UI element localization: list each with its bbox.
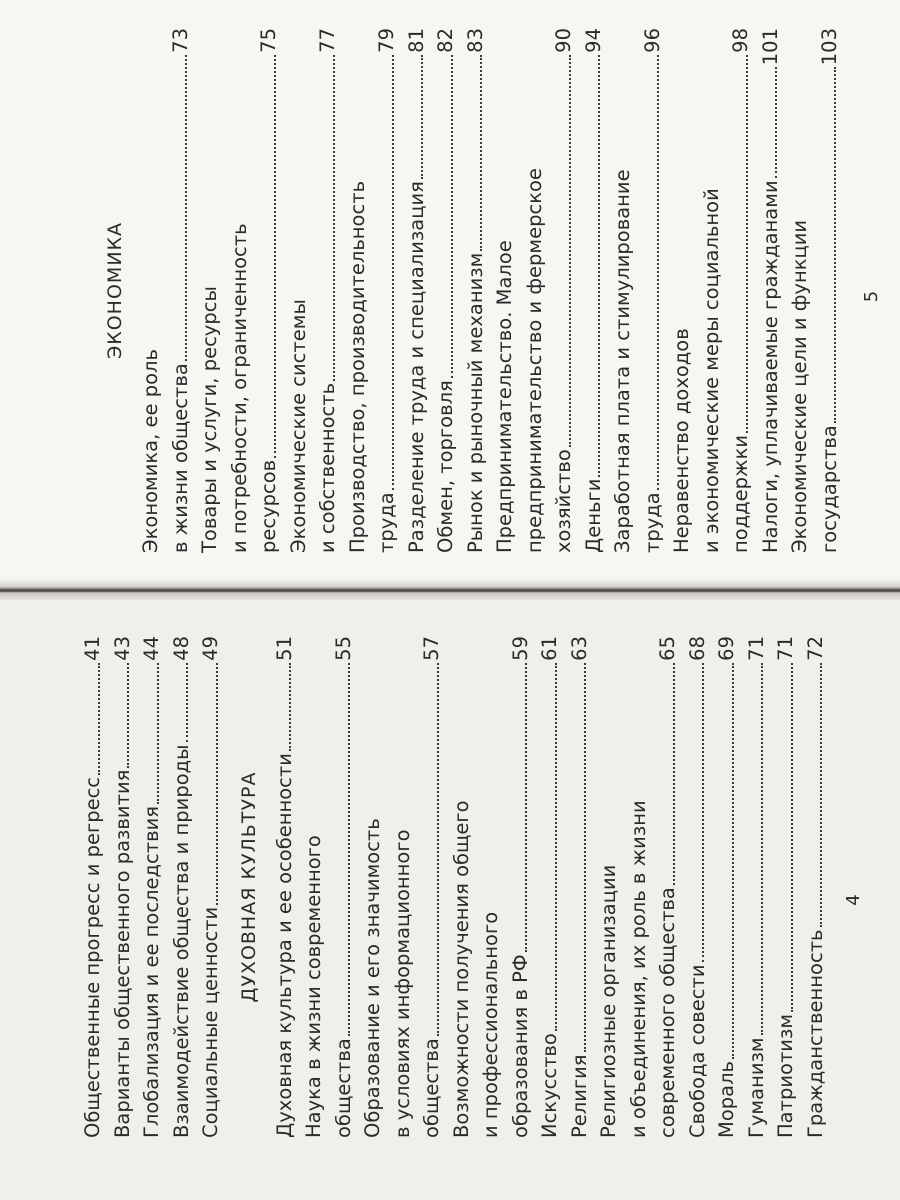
dot-leader — [216, 663, 218, 905]
toc-entry — [417, 636, 447, 1138]
toc-entry — [461, 28, 491, 553]
toc-list — [270, 636, 831, 1138]
dot-leader — [834, 67, 836, 423]
toc-list — [78, 636, 226, 1138]
toc-page-number: 49 — [199, 636, 222, 661]
toc-page-number: 57 — [420, 636, 443, 661]
toc-entry-title: Гражданственность — [803, 929, 827, 1138]
section-title: ДУХОВНАЯ КУЛЬТУРА — [237, 771, 260, 1003]
dot-leader — [791, 663, 793, 1012]
dot-leader — [598, 55, 600, 477]
dot-leader — [185, 55, 187, 361]
toc-page-number: 73 — [168, 28, 192, 53]
section-title: ЭКОНОМИКА — [104, 221, 126, 360]
toc-page-number: 98 — [729, 28, 752, 53]
dot-leader — [348, 663, 350, 1036]
dot-leader — [451, 55, 453, 378]
toc-page-number: 41 — [81, 636, 104, 661]
dot-leader — [127, 663, 129, 768]
toc-entry — [579, 28, 609, 553]
toc-page-number: 90 — [552, 28, 575, 53]
dot-leader — [421, 55, 423, 179]
toc-entry-line: Товары и услуги, ресурсы — [198, 286, 221, 553]
toc-entry — [431, 28, 461, 553]
toc-page-number: 55 — [331, 636, 355, 661]
toc-entry — [270, 636, 300, 1138]
toc-page-number: 59 — [508, 636, 532, 661]
toc-entry — [166, 28, 196, 553]
toc-entry — [167, 636, 197, 1138]
toc-entry — [726, 28, 756, 553]
toc-entry-title: Духовная культура и ее особенности — [272, 753, 296, 1138]
toc-entry-line: Наука в жизни современного — [302, 835, 325, 1138]
toc-page-number: 83 — [463, 28, 487, 53]
toc-entry — [549, 28, 579, 553]
toc-page-number: 44 — [140, 636, 163, 661]
toc-entry — [683, 636, 713, 1138]
toc-entry — [329, 636, 359, 1138]
toc-page-number: 72 — [803, 636, 827, 661]
toc-entry-line: и потребности, ограниченность — [227, 223, 251, 553]
toc-page-number: 103 — [817, 28, 841, 66]
toc-entry — [535, 636, 565, 1138]
toc-entry — [565, 636, 595, 1138]
toc-entry-title: и собственность — [316, 382, 339, 553]
toc-list — [136, 28, 844, 553]
dot-leader — [186, 663, 188, 743]
toc-entry-title: Обмен, торговля — [434, 380, 457, 553]
toc-entry — [137, 636, 167, 1138]
toc-entry — [771, 636, 801, 1138]
dot-leader — [437, 663, 439, 1036]
toc-entry-title: труда — [375, 492, 398, 553]
toc-entry-line: Заработная плата и стимулирование — [611, 169, 634, 553]
toc-entry-title: Глобализация и ее последствия — [140, 806, 163, 1138]
toc-page-number: 96 — [640, 28, 664, 53]
dot-leader — [702, 663, 704, 963]
toc-page-number: 81 — [404, 28, 428, 53]
dot-leader — [525, 663, 527, 953]
toc-entry-title: Общественные прогресс и регресс — [81, 776, 104, 1138]
toc-entry-title: Варианты общественного развития — [110, 769, 134, 1138]
dot-leader — [732, 663, 734, 1059]
dot-leader — [569, 55, 571, 447]
dot-leader — [274, 55, 276, 458]
toc-page-number: 48 — [169, 636, 193, 661]
toc-entry-title: ресурсов — [257, 459, 280, 553]
toc-entry — [196, 636, 226, 1138]
dot-leader — [584, 663, 586, 1053]
dot-leader — [480, 55, 482, 251]
toc-page-number: 61 — [538, 636, 561, 661]
toc-entry — [313, 28, 343, 553]
dot-leader — [761, 663, 763, 1036]
page-number: 4 — [843, 894, 864, 906]
toc-entry-line: Экономика, ее роль — [139, 349, 162, 553]
toc-entry-line: Неравенство доходов — [670, 328, 693, 553]
toc-entry-line: Предпринимательство. Малое — [493, 240, 516, 553]
toc-page-number: 71 — [744, 636, 768, 661]
toc-entry-title: Социальные ценности — [199, 906, 222, 1138]
toc-entry-title: хозяйство — [552, 449, 575, 553]
toc-entry — [254, 28, 284, 553]
toc-entry-line: Экономические цели и функции — [788, 219, 811, 553]
toc-entry-line: и объединения, их роль в жизни — [626, 800, 650, 1138]
toc-entry-title: Свобода совести — [685, 964, 709, 1138]
dot-leader — [657, 55, 659, 490]
dot-leader — [392, 55, 394, 490]
toc-page-number: 77 — [316, 28, 339, 53]
toc-entry — [372, 28, 402, 553]
toc-entry — [742, 636, 772, 1138]
dot-leader — [775, 67, 777, 178]
spine-shadow — [0, 589, 900, 592]
toc-page-number: 79 — [375, 28, 398, 53]
toc-entry-title: Искусство — [538, 1033, 561, 1138]
right-page — [0, 0, 900, 593]
toc-entry — [108, 636, 138, 1138]
toc-entry-title: Разделение труда и специализация — [404, 181, 428, 553]
toc-page-number: 65 — [656, 636, 679, 661]
toc-entry-line: предпринимательство и фермерское — [522, 168, 546, 553]
toc-entry-title: Налоги, уплачиваемые гражданами — [758, 180, 782, 553]
toc-entry-line: Возможности получения общего — [449, 800, 473, 1138]
toc-entry — [801, 636, 831, 1138]
toc-page-number: 63 — [567, 636, 591, 661]
toc-page-number: 51 — [272, 636, 296, 661]
toc-page-number: 43 — [110, 636, 134, 661]
dot-leader — [555, 663, 557, 1031]
toc-entry-title: общества — [420, 1038, 443, 1138]
dot-leader — [673, 663, 675, 885]
toc-page-number: 94 — [581, 28, 605, 53]
toc-page-number: 68 — [685, 636, 709, 661]
toc-entry-title: государства — [817, 425, 841, 553]
dot-leader — [157, 663, 159, 804]
toc-entry-line: в условиях информационного — [390, 829, 414, 1138]
left-page — [0, 600, 900, 1200]
toc-entry — [638, 28, 668, 553]
toc-entry — [712, 636, 742, 1138]
toc-entry-title: Деньги — [581, 478, 605, 553]
toc-entry-title: общества — [331, 1038, 355, 1138]
dot-leader — [333, 55, 335, 381]
toc-entry-line: Религиозные организации — [597, 864, 620, 1138]
toc-entry — [756, 28, 786, 553]
toc-entry-title: Религия — [567, 1054, 591, 1138]
toc-entry — [402, 28, 432, 553]
toc-entry-title: в жизни общества — [168, 363, 192, 553]
toc-page-number: 71 — [774, 636, 797, 661]
dot-leader — [820, 663, 822, 928]
toc-entry-title: образования в РФ — [508, 954, 532, 1138]
toc-entry-title: поддержки — [729, 434, 752, 553]
toc-entry-title: Мораль — [715, 1060, 738, 1138]
dot-leader — [746, 55, 748, 433]
toc-entry-line: Производство, производительность — [345, 180, 369, 553]
dot-leader — [98, 663, 100, 775]
toc-entry-line: и экономические меры социальной — [699, 188, 723, 553]
toc-page-number: 69 — [715, 636, 738, 661]
toc-entry-title: современного общества — [656, 887, 679, 1138]
page-number: 5 — [861, 290, 882, 303]
toc-entry-line: и профессионального — [479, 911, 502, 1138]
toc-entry-title: труда — [640, 492, 664, 553]
toc-page-number: 82 — [434, 28, 457, 53]
toc-entry-title: Гуманизм — [744, 1037, 768, 1138]
toc-entry-line: Образование и его значимость — [361, 818, 384, 1138]
toc-entry-title: Рынок и рыночный механизм — [463, 252, 487, 553]
toc-entry — [653, 636, 683, 1138]
toc-page-number: 101 — [758, 28, 782, 66]
dot-leader — [289, 663, 291, 751]
toc-entry-title: Взаимодействие общества и природы — [169, 744, 193, 1138]
toc-entry-line: Экономические системы — [286, 299, 310, 553]
toc-entry — [815, 28, 845, 553]
toc-entry — [506, 636, 536, 1138]
toc-entry-title: Патриотизм — [774, 1013, 797, 1138]
toc-entry — [78, 636, 108, 1138]
toc-page-number: 75 — [257, 28, 280, 53]
